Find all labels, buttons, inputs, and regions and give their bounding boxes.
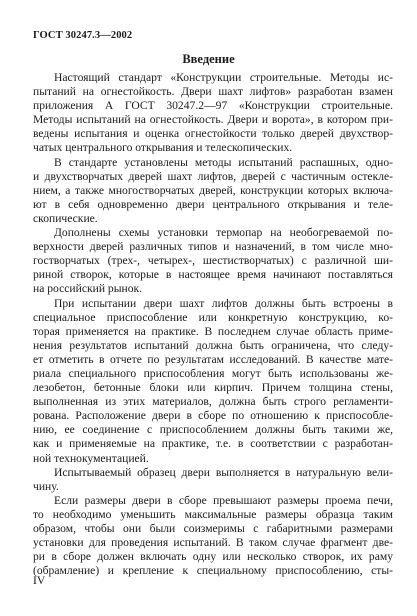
- text-line: (обрамление) и крепление к специальному приспособлению, сты-: [33, 564, 393, 578]
- text-line: ной технокументацией.: [33, 451, 149, 465]
- text-line: Настоящий стандарт «Конструкции строительные. Методы ис-: [54, 71, 393, 84]
- text-line: ет отметить в отчете по результатам исследований. В качестве мате-: [33, 352, 393, 366]
- text-line: чатых центрального открывания и телескопических.: [33, 141, 293, 155]
- text-line: Дополнены схемы установки термопар на необогреваемой по-: [54, 226, 393, 240]
- text-line: пытаний на огнестойкость. Двери шахт лифтов» разработан взамен: [33, 85, 393, 99]
- text-line: выполненная из этих материалов, должна быть строго регламенти-: [33, 395, 393, 409]
- text-line: риала специального приспособления могут быть использованы же-: [33, 366, 393, 380]
- text-line: лезобетон, бетонные блоки или кирпич. Причем толщина стены,: [33, 381, 393, 395]
- text-line: нию, ее соединение с приспособлением должны быть такими же,: [33, 423, 393, 437]
- text-line: приложения А ГОСТ 30247.2—97 «Конструкции строительные.: [33, 99, 393, 113]
- text-line: скопические.: [33, 211, 98, 225]
- text-line: Если размеры двери в сборе превышают размеры проема печи,: [54, 493, 393, 507]
- text-line: верхности дверей различных типов и назначений, в том числе мно-: [33, 240, 393, 254]
- text-line: то необходимо уменьшить максимальные размеры образца таким: [33, 507, 393, 521]
- text-line: специальное приспособление или конкретную конструкцию, ко-: [33, 310, 393, 324]
- text-line: ведены испытания и оценка огнестойкости только дверей двухствор-: [33, 127, 393, 141]
- text-line: нения результатов испытаний должна быть ограничена, что следу-: [33, 338, 393, 352]
- section-title: Введение: [182, 52, 235, 66]
- text-line: Испытываемый образец двери выполняется в натуральную вели-: [54, 465, 393, 479]
- text-line: ют в себя одновременно двери центрального открывания и теле-: [33, 197, 393, 211]
- text-line: ри в сборе должен включать одну или несколько створок, их раму: [33, 550, 393, 564]
- text-line: рована. Расположение двери в сборе по отношению к приспособле-: [33, 409, 393, 423]
- text-line: В стандарте установлены методы испытаний распашных, одно-: [54, 155, 393, 169]
- text-line: установки для проведения испытаний. В таком случае фрагмент две-: [33, 536, 393, 550]
- text-line: и двухстворчатых дверей шахт лифтов, дверей с частичным остекле-: [33, 169, 393, 183]
- text-line: как и применяемые на практике, т.е. в соответствии с разработан-: [33, 437, 393, 451]
- text-line: Методы испытаний на огнестойкость. Двери и ворота», в котором при-: [33, 113, 393, 127]
- text-line: чину.: [33, 479, 59, 493]
- text-line: При испытании двери шахт лифтов должны быть встроены в: [54, 296, 393, 310]
- text-line: гостворчатых (трех-, четырех-, шестистворчатых) с различной ши-: [33, 254, 393, 268]
- page-number: IV: [33, 574, 46, 587]
- body-text: [33, 71, 393, 578]
- text-line: нием, а также многостворчатых дверей, конструкции которых включа-: [33, 183, 393, 197]
- text-line: на российский рынок.: [33, 282, 143, 296]
- text-line: риной створок, которые в настоящее время начинают поставляться: [33, 268, 393, 282]
- text-line: торая применяется на практике. В последнем случае область приме-: [33, 324, 393, 338]
- document-header: ГОСТ 30247.3—2002: [33, 30, 133, 41]
- text-line: образом, чтобы они были соизмеримы с габаритными размерами: [33, 522, 393, 535]
